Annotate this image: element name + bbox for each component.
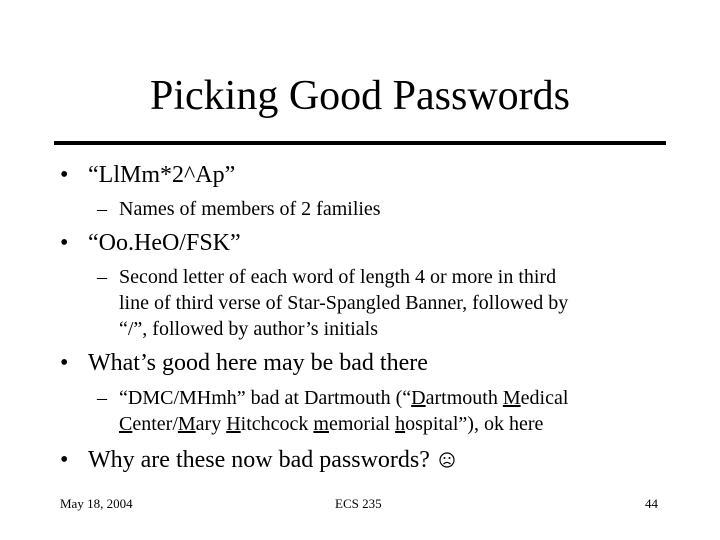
- text-run: enter/: [132, 413, 178, 435]
- footer-page-number: 44: [645, 496, 658, 511]
- bullet-marker: •: [60, 162, 69, 188]
- bullet-marker: •: [60, 447, 69, 473]
- sub-bullet-line: [119, 411, 679, 437]
- sub-bullet-line: [119, 385, 679, 411]
- sub-bullet-line: Names of members of 2 families: [119, 198, 381, 220]
- text-run: “DMC/MHmh” bad at Dartmouth (“: [119, 387, 412, 409]
- footer-course: ECS 235: [335, 496, 382, 511]
- sub-bullet-marker: –: [97, 198, 107, 220]
- footer-date: May 18, 2004: [60, 496, 133, 511]
- bullet-3: [60, 349, 428, 377]
- sub-bullet-line: “/”, followed by author’s initials: [119, 318, 379, 340]
- underlined-letter: D: [411, 387, 426, 409]
- sub-bullet-marker: –: [97, 266, 107, 288]
- underlined-letter: m: [313, 413, 329, 435]
- text-run: ary: [195, 413, 227, 435]
- bullet-text: What’s good here may be bad there: [88, 350, 428, 376]
- text-run: edical: [520, 387, 569, 409]
- underlined-letter: C: [119, 413, 133, 435]
- slide-title: Picking Good Passwords: [149, 73, 571, 119]
- underlined-letter: H: [226, 413, 241, 435]
- underlined-letter: M: [177, 413, 196, 435]
- bullet-marker: •: [60, 230, 69, 256]
- text-run: emorial: [328, 413, 396, 435]
- bullet-1: [60, 161, 235, 189]
- sub-bullet-line: Second letter of each word of length 4 or more in third: [119, 266, 557, 288]
- text-run: artmouth: [425, 387, 503, 409]
- bullet-text: Why are these now bad passwords?: [88, 447, 430, 473]
- underlined-letter: M: [502, 387, 521, 409]
- underlined-letter: h: [395, 413, 406, 435]
- text-run: itchcock: [240, 413, 314, 435]
- sub-bullet-marker: –: [97, 387, 107, 409]
- bullet-2: [60, 229, 241, 257]
- bullet-text: “Oo.HeO/FSK”: [88, 230, 241, 256]
- title-rule: [54, 141, 666, 145]
- bullet-marker: •: [60, 350, 69, 376]
- bullet-text: “LlMm*2^Ap”: [88, 162, 236, 188]
- sub-bullet-line: line of third verse of Star-Spangled Banner, followed by: [119, 292, 569, 314]
- frowning-face-icon: [439, 451, 455, 469]
- bullet-4: [60, 446, 455, 474]
- text-run: ospital”), ok here: [405, 413, 544, 435]
